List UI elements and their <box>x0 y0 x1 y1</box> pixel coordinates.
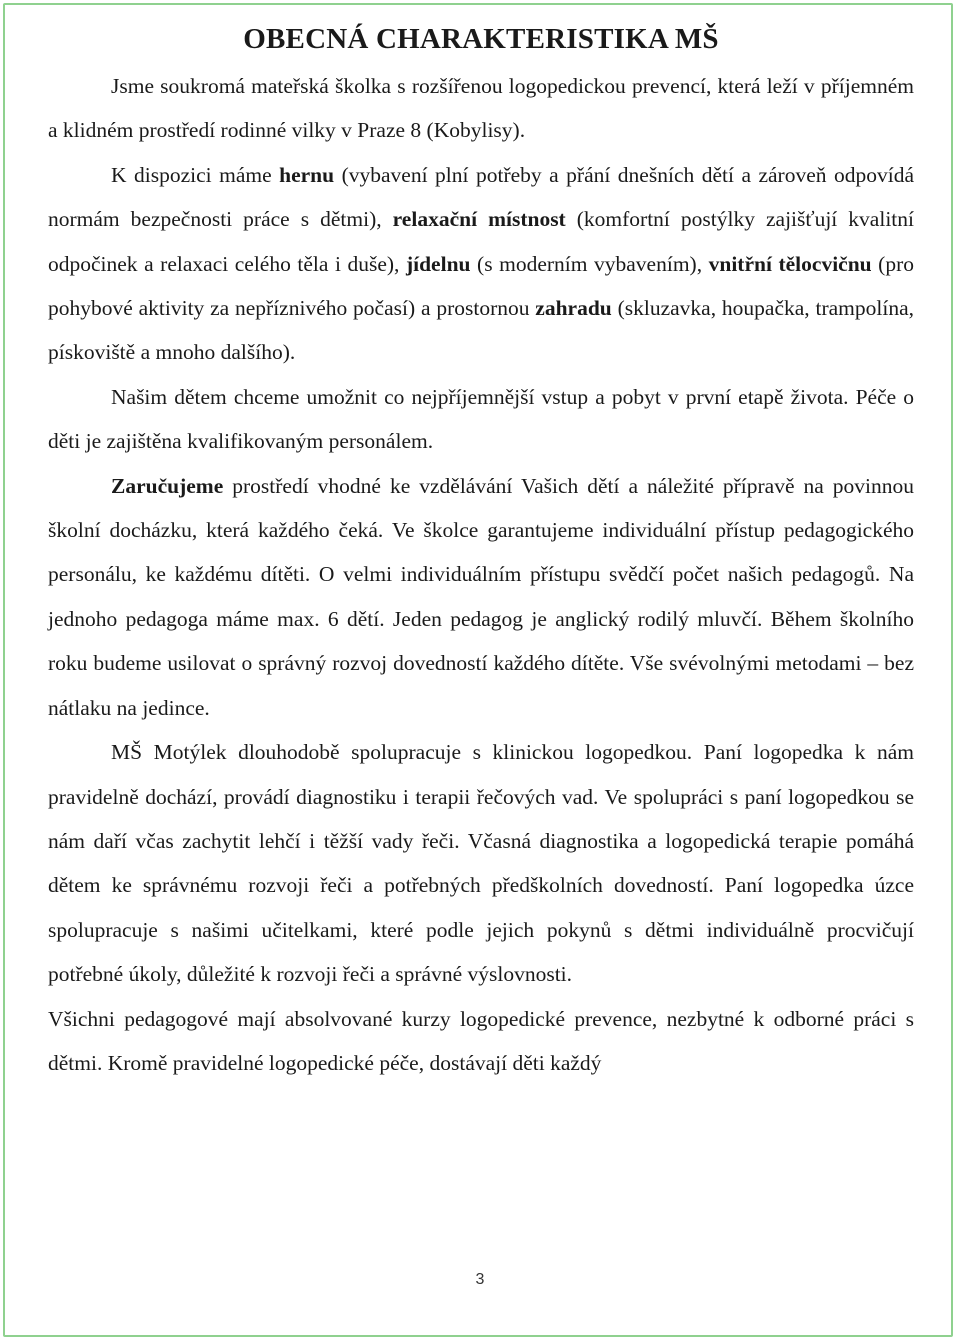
text-span: K dispozici máme <box>111 162 280 187</box>
bold-term-hernu: hernu <box>279 162 335 187</box>
paragraph-speech-therapy: MŠ Motýlek dlouhodobě spolupracuje s klinickou logopedkou. Paní logopedka k nám pravidelně dochází, provádí diagnostiku i terapii řečových vad. Ve spolupráci s paní logopedkou se nám daří včas zachytit lehčí i těžší vady řeči. Včasná diagnostika a logopedická terapie pomáhá dětem ke správnému rozvoji řeči a potřebných předškolních dovedností. Paní logopedka úzce spolupracuje s našimi učitelkami, které podle jejich pokynů s dětmi individuálně procvičují potřebné úkoly, důležité k rozvoji řeči a správné výslovnosti. <box>48 740 914 987</box>
paragraph-teachers: Všichni pedagogové mají absolvované kurzy logopedické prevence, nezbytné k odborné práci s dětmi. Kromě pravidelné logopedické péče, dostávají děti každý <box>48 1006 914 1075</box>
document-body <box>48 14 914 1085</box>
bold-term-zahradu: zahradu <box>535 296 612 321</box>
bold-term-zarucujeme: Zaručujeme <box>111 473 224 498</box>
paragraph-goal: Našim dětem chceme umožnit co nejpříjemnější vstup a pobyt v první etapě života. Péče o děti je zajištěna kvalifikovaným personálem. <box>48 384 914 454</box>
text-span: (skluzavka, houpačka, trampolína, pískoviště a mnoho dalšího). <box>48 296 914 365</box>
document-title: OBECNÁ CHARAKTERISTIKA MŠ <box>243 23 719 55</box>
paragraph-guarantee <box>48 464 914 730</box>
text-span: (komfortní postýlky zajišťují kvalitní odpočinek a relaxaci celého těla i duše), <box>48 207 914 276</box>
bold-term-relaxacni-mistnost: relaxační místnost <box>392 207 566 232</box>
bold-term-vnitrni-telocvicnu: vnitřní tělocvičnu <box>708 251 872 276</box>
text-span: (s moderním vybavením), <box>470 251 709 276</box>
bold-term-jidelnu: jídelnu <box>405 251 471 276</box>
paragraph-intro: Jsme soukromá mateřská školka s rozšířenou logopedickou prevencí, která leží v příjemném a klidném prostředí rodinné vilky v Praze 8 (Kobylisy). <box>48 74 914 143</box>
text-span: (vybavení plní potřeby a přání dnešních dětí a zároveň odpovídá normám bezpečnosti práce s dětmi), <box>48 162 915 232</box>
text-span: prostředí vhodné ke vzdělávání Vašich dětí a náležité přípravě na povinnou školní docházku, která každého čeká. Ve školce garantujeme individuální přístup pedagogického personálu, ke každému dítěti. O velmi individuálním přístupu svědčí počet našich pedagogů. Na jednoho pedagoga máme max. 6 dětí. Jeden pedagog je anglický rodilý mluvčí. Během školního roku budeme usilovat o správný rozvoj dovedností každého dítěte. Vše svévolnými metodami – bez nátlaku na jedince. <box>48 473 914 720</box>
paragraph-facilities <box>48 153 914 375</box>
page-number: 3 <box>475 1271 485 1288</box>
text-span: (pro pohybové aktivity za nepříznivého počasí) a prostornou <box>48 251 914 321</box>
